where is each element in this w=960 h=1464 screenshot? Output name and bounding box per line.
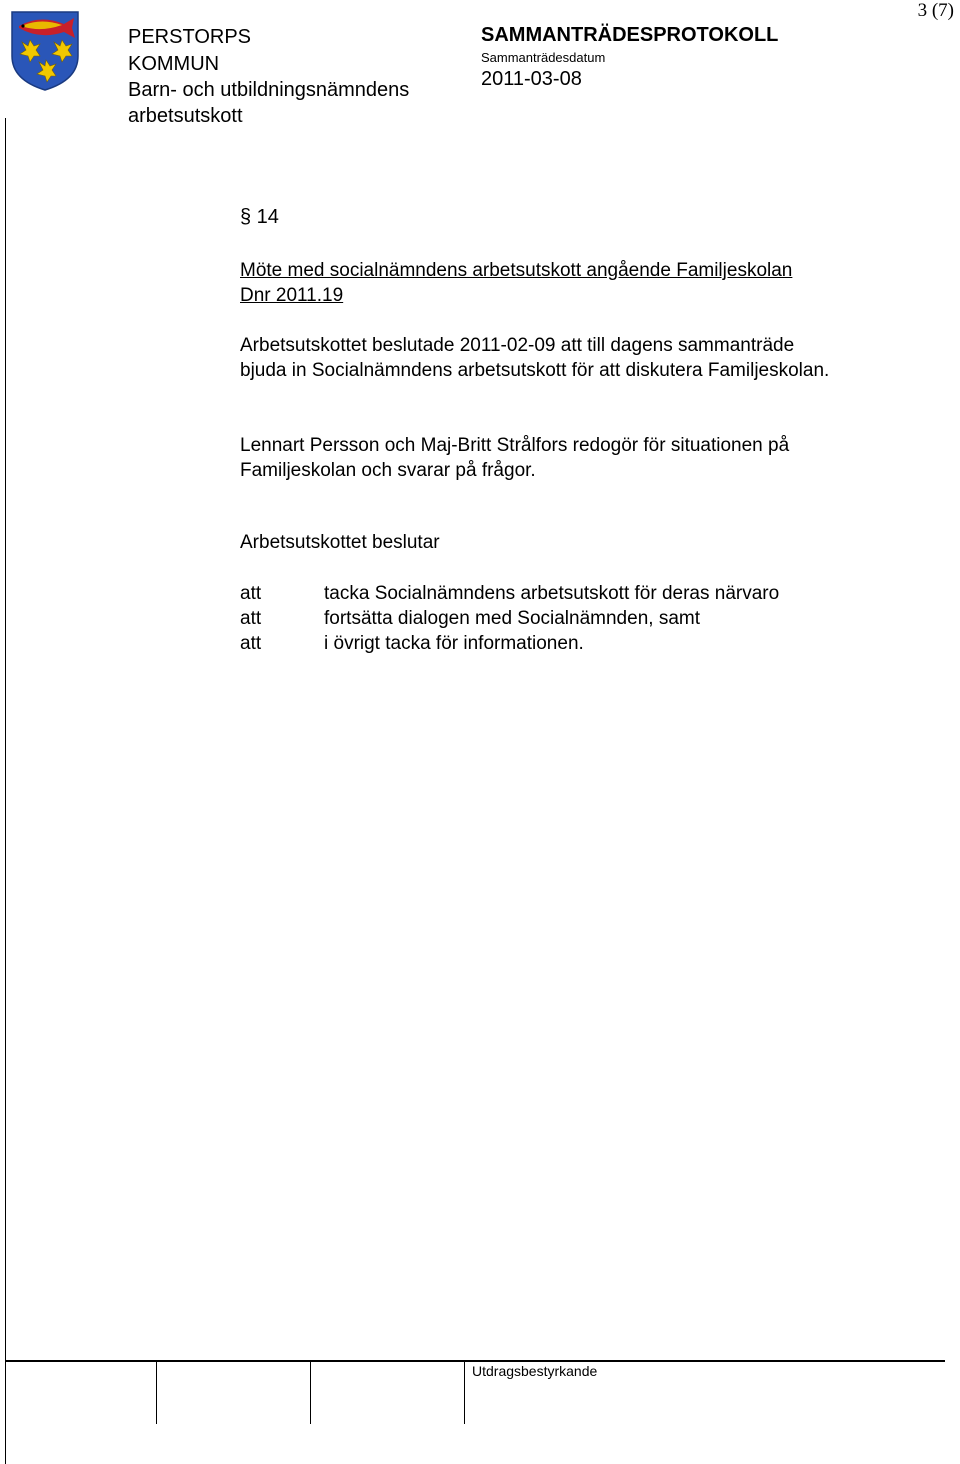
- footer-rule: [5, 1360, 945, 1362]
- date-value: 2011-03-08: [481, 68, 582, 90]
- decision-label: att: [240, 608, 262, 629]
- org-name-line2: KOMMUN: [128, 53, 220, 75]
- decision-label: att: [240, 583, 262, 604]
- decision-label: att: [240, 633, 262, 654]
- footer-divider: [464, 1362, 465, 1424]
- section-number: § 14: [240, 206, 279, 228]
- paragraph-background: Arbetsutskottet beslutade 2011-02-09 att till dagens sammanträde bjuda in Socialnämndens arbetsutskott för att diskutera Familjeskolan.: [240, 335, 830, 381]
- org-name-line3: Barn- och utbildningsnämndens: [128, 79, 410, 101]
- footer-divider: [310, 1362, 311, 1424]
- decision-heading: Arbetsutskottet beslutar: [240, 532, 440, 553]
- left-margin-line: [5, 118, 6, 1464]
- subject-line: Möte med socialnämndens arbetsutskott angående Familjeskolan: [240, 260, 793, 281]
- footer-divider: [156, 1362, 157, 1424]
- diary-number: Dnr 2011.19: [240, 285, 344, 306]
- decision-text: i övrigt tacka för informationen.: [324, 633, 584, 654]
- date-label: Sammanträdesdatum: [481, 50, 606, 65]
- protocol-title: SAMMANTRÄDESPROTOKOLL: [481, 24, 779, 46]
- page-number: 3 (7): [917, 0, 954, 21]
- coat-of-arms-icon: [10, 10, 80, 92]
- org-name-line1: PERSTORPS: [128, 26, 251, 48]
- footer-attestation-label: Utdragsbestyrkande: [472, 1363, 598, 1379]
- decision-text: tacka Socialnämndens arbetsutskott för deras närvaro: [324, 583, 780, 604]
- decision-text: fortsätta dialogen med Socialnämnden, samt: [324, 608, 700, 629]
- org-name-line4: arbetsutskott: [128, 105, 243, 127]
- paragraph-presentation: Lennart Persson och Maj-Britt Strålfors redogör för situationen på Familjeskolan och svarar på frågor.: [240, 435, 790, 481]
